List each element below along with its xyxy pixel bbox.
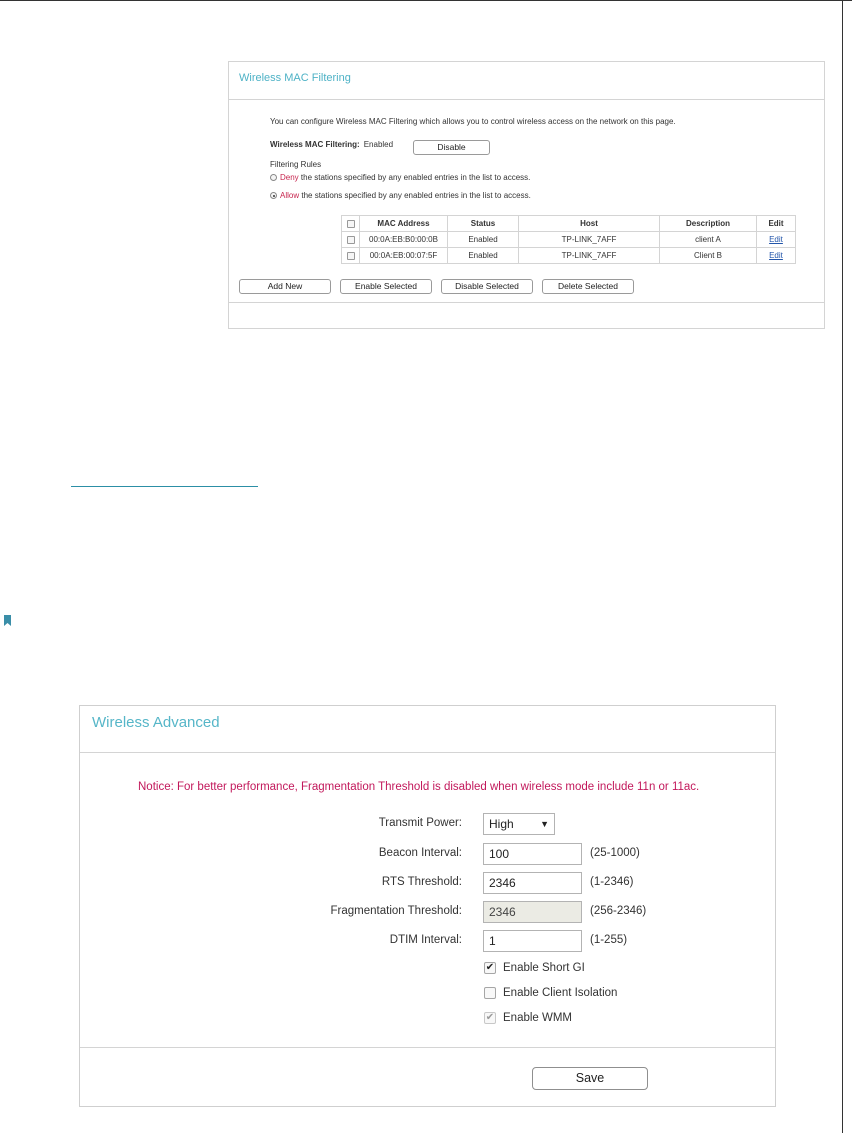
col-mac-address: MAC Address <box>360 216 448 232</box>
transmit-power-value: High <box>489 817 514 831</box>
edit-cell <box>757 248 796 264</box>
filtering-status-value: Enabled <box>363 140 394 149</box>
panel-title: Wireless Advanced <box>92 714 220 731</box>
short-gi-option[interactable] <box>484 962 585 974</box>
filtering-rules-title: Filtering Rules <box>270 160 322 169</box>
description-cell: Client B <box>660 248 757 264</box>
rule-keyword: Deny <box>280 173 299 182</box>
rule-text: the stations specified by any enabled entries in the list to access. <box>298 173 531 182</box>
transmit-power-select[interactable] <box>483 813 555 835</box>
client-isolation-label: Enable Client Isolation <box>503 987 618 999</box>
col-status: Status <box>448 216 519 232</box>
row-select-cell <box>342 232 360 248</box>
wmm-label: Enable WMM <box>503 1012 573 1024</box>
divider <box>229 99 824 100</box>
table-row <box>342 232 796 248</box>
client-isolation-option[interactable] <box>484 987 617 999</box>
notice-text: Notice: For better performance, Fragmentation Threshold is disabled when wireless mode include 11n or 11ac. <box>138 781 700 793</box>
short-gi-checkbox[interactable]: ✔ <box>485 962 495 973</box>
fragmentation-threshold-range: (256-2346) <box>590 905 647 917</box>
status-cell: Enabled <box>448 232 519 248</box>
rts-threshold-label: RTS Threshold: <box>381 876 462 888</box>
wmm-option <box>484 1012 572 1024</box>
table-header-row <box>342 216 796 232</box>
mac-address-cell: 00:0A:EB:B0:00:0B <box>360 232 448 248</box>
filtering-status-label: Wireless MAC Filtering: <box>270 140 360 149</box>
col-host: Host <box>519 216 660 232</box>
row-checkbox[interactable] <box>347 252 355 260</box>
panel-title: Wireless MAC Filtering <box>239 72 351 84</box>
col-edit: Edit <box>757 216 796 232</box>
dtim-interval-label: DTIM Interval: <box>389 934 462 946</box>
edit-link[interactable]: Edit <box>769 251 783 260</box>
select-all-checkbox[interactable] <box>347 220 355 228</box>
row-select-cell <box>342 248 360 264</box>
fragmentation-threshold-input: 2346 <box>483 901 582 923</box>
client-isolation-checkbox[interactable] <box>484 987 496 999</box>
rts-threshold-input[interactable]: 2346 <box>483 872 582 894</box>
transmit-power-label: Transmit Power: <box>378 817 462 829</box>
beacon-interval-range: (25-1000) <box>590 847 640 859</box>
beacon-interval-label: Beacon Interval: <box>378 847 462 859</box>
rule-deny[interactable] <box>270 173 530 182</box>
filtering-status <box>270 140 393 149</box>
host-cell: TP-LINK_7AFF <box>519 248 660 264</box>
delete-selected-button[interactable]: Delete Selected <box>542 279 634 294</box>
divider <box>80 1047 775 1048</box>
table-actions <box>239 279 634 294</box>
link-underline <box>71 486 258 487</box>
disable-selected-button[interactable]: Disable Selected <box>441 279 533 294</box>
description-cell: client A <box>660 232 757 248</box>
mac-address-cell: 00:0A:EB:00:07:5F <box>360 248 448 264</box>
mac-table <box>341 215 796 264</box>
page-side-rule <box>842 0 843 1133</box>
divider <box>80 752 775 753</box>
save-button[interactable]: Save <box>532 1067 648 1090</box>
rule-text: the stations specified by any enabled entries in the list to access. <box>299 191 531 200</box>
rule-allow[interactable] <box>270 191 531 200</box>
divider <box>229 302 824 303</box>
short-gi-label: Enable Short GI <box>503 962 585 974</box>
bookmark-icon <box>4 615 11 626</box>
rts-threshold-range: (1-2346) <box>590 876 634 888</box>
select-all-cell <box>342 216 360 232</box>
edit-link[interactable]: Edit <box>769 235 783 244</box>
beacon-interval-input[interactable]: 100 <box>483 843 582 865</box>
host-cell: TP-LINK_7AFF <box>519 232 660 248</box>
edit-cell <box>757 232 796 248</box>
intro-text: You can configure Wireless MAC Filtering which allows you to control wireless access on the network on this page. <box>270 117 676 126</box>
chevron-down-icon: ▼ <box>540 819 549 829</box>
wmm-checkbox: ✔ <box>485 1012 495 1023</box>
mac-filtering-panel <box>228 61 825 329</box>
col-description: Description <box>660 216 757 232</box>
disable-button[interactable]: Disable <box>413 140 490 155</box>
add-new-button[interactable]: Add New <box>239 279 331 294</box>
status-cell: Enabled <box>448 248 519 264</box>
wireless-advanced-panel <box>79 705 776 1107</box>
enable-selected-button[interactable]: Enable Selected <box>340 279 432 294</box>
dtim-interval-range: (1-255) <box>590 934 628 946</box>
dtim-interval-input[interactable]: 1 <box>483 930 582 952</box>
allow-radio[interactable] <box>270 192 277 199</box>
row-checkbox[interactable] <box>347 236 355 244</box>
rule-keyword: Allow <box>280 191 300 200</box>
fragmentation-threshold-label: Fragmentation Threshold: <box>330 905 462 917</box>
table-row <box>342 248 796 264</box>
deny-radio[interactable] <box>270 174 277 181</box>
page-top-rule <box>0 0 852 1</box>
